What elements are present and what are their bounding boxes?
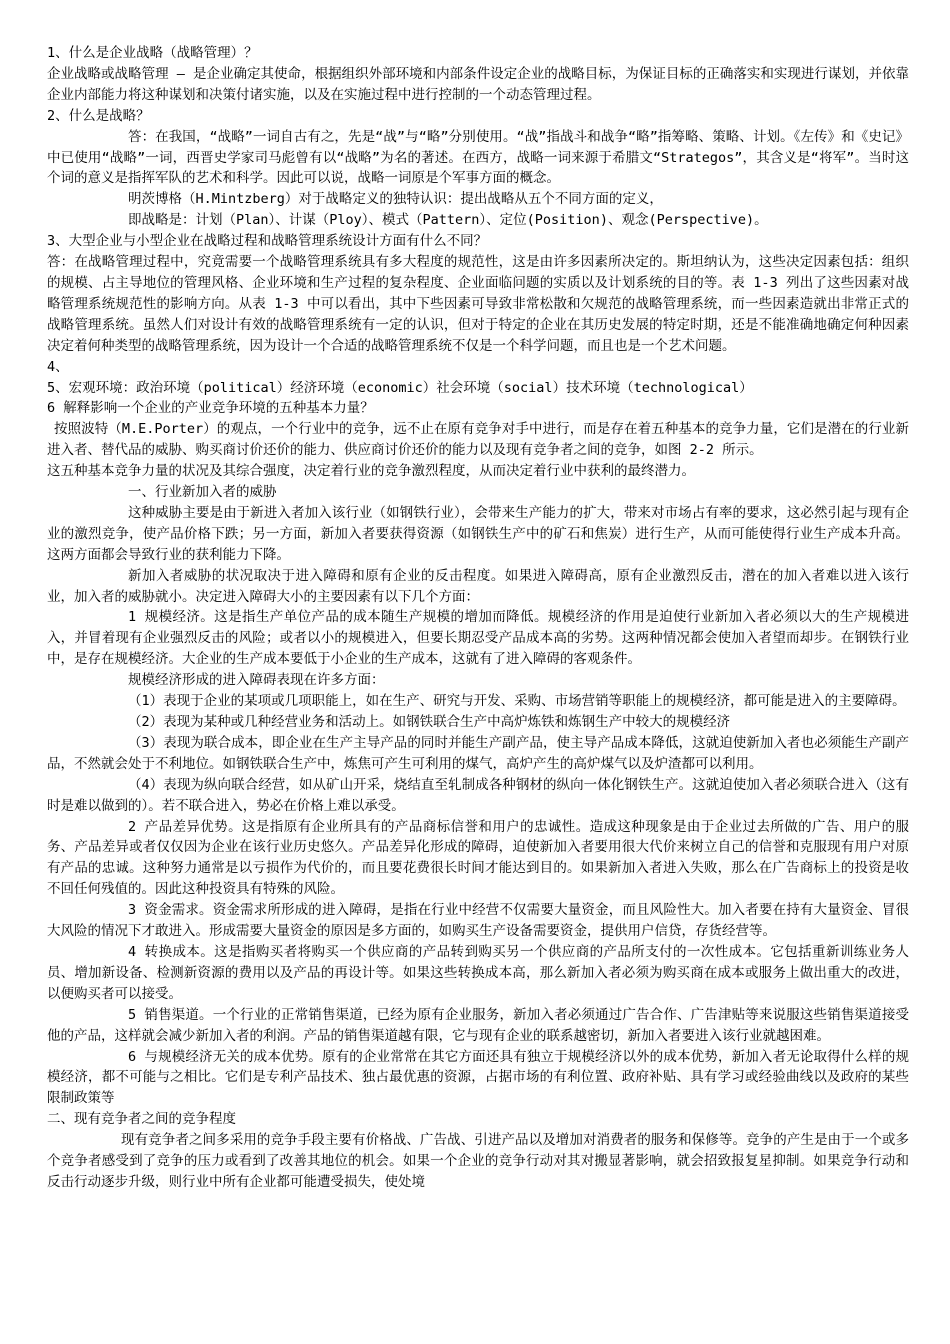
document-body [47, 43, 909, 1193]
scale-barrier-item-3: （3）表现为联合成本，即企业在生产主导产品的同时并能生产副产品，使主导产品成本降低，这就迫使新加入者也必须能生产副产品，不然就会处于不利地位。如钢铁联合生产中，炼焦可产生可利用的煤气，高炉产生的高炉煤气以及炉渣都可以利用。 [47, 734, 909, 772]
cost-advantages-paragraph: 6 与规模经济无关的成本优势。原有的企业常常在其它方面还具有独立于规模经济以外的成本优势，新加入者无论取得什么样的规模经济，都不可能与之相比。它们是专利产品技术、独占最优惠的资源，占据市场的有利位置、政府补贴、具有学习或经验曲线以及政府的某些限制政策等 [47, 1048, 909, 1107]
five-forces-summary: 这五种基本竞争力量的状况及其综合强度，决定着行业的竞争激烈程度，从而决定着行业中获利的最终潜力。 [47, 463, 695, 480]
question-3-answer: 答：在战略管理过程中，究竟需要一个战略管理系统具有多大程度的规范性，这是由许多因素所决定的。斯坦纳认为，这些决定因素包括：组织的规模、占主导地位的管理风格、企业环境和生产过程的复杂程度、企业面临问题的实质以及计划系统的目的等。表 1-3 列出了这些因素对战略管理系统规范性的影响方向。从表 1-3 中可以看出，其中下些因素可导致非常松散和欠规范的战略管理系统，而一些因素造就出非常正式的战略管理系统。虽然人们对设计有效的战略管理系统有一定的认识，但对于特定的企业在其历史发展的特定时期，还是不能准确地确定何种因素决定着何种类型的战略管理系统，因为设计一个合适的战略管理系统不仅是一个科学问题，而且也是一个艺术问题。 [47, 254, 909, 354]
scale-barrier-item-1: （1）表现于企业的某项或几项职能上，如在生产、研究与开发、采购、市场营销等职能上的规模经济，都可能是进入的主要障碍。 [128, 693, 906, 710]
question-2-answer: 答：在我国，“战略”一词自古有之，先是“战”与“略”分别使用。“战”指战斗和战争“略”指筹略、策略、计划。《左传》和《史记》中已使用“战略”一词，西晋史学家司马彪曾有以“战略”为名的著述。在西方，战略一词来源于希腊文“Strategos”，其含义是“将军”。当时这个词的意义是指挥军队的艺术和科学。因此可以说，战略一词原是个军事方面的概念。 [47, 128, 909, 187]
five-ps-definition: 即战略是：计划（Plan）、计谋（Ploy）、模式（Pattern）、定位(Position)、观念(Perspective)。 [128, 212, 768, 229]
question-1-answer: 企业战略或战略管理 — 是企业确定其使命，根据组织外部环境和内部条件设定企业的战略目标，为保证目标的正确落实和实现进行谋划，并依靠企业内部能力将这种谋划和决策付诸实施，以及在实施过程中进行控制的一个动态管理过程。 [47, 65, 909, 103]
scale-barriers-intro: 规模经济形成的进入障碍表现在许多方面： [128, 672, 385, 689]
rivalry-paragraph: 现有竞争者之间多采用的竞争手段主要有价格战、广告战、引进产品以及增加对消费者的服务和保修等。竞争的产生是由于一个或多个竞争者感受到了竞争的压力或看到了改善其地位的机会。如果一个企业的竞争行动对其对搬显著影响，就会招致报复星抑制。如果竞争行动和反击行动逐步升级，则行业中所有企业都可能遭受损失，使处境 [47, 1132, 909, 1190]
question-3-heading: 3、大型企业与小型企业在战略过程和战略管理系统设计方面有什么不同？ [47, 233, 488, 250]
scale-barrier-item-2: （2）表现为某种或几种经营业务和活动上。如钢铁联合生产中高炉炼铁和炼钢生产中较大的规模经济 [128, 714, 731, 730]
economies-of-scale-paragraph: 1 规模经济。这是指生产单位产品的成本随生产规模的增加而降低。规模经济的作用是迫使行业新加入者必须以大的生产规模进入，并冒着现有企业强烈反击的风险；或者以小的规模进入，但要长期忍受产品成本高的劣势。这两种情况都会使加入者望而却步。在钢铁行业中，是存在规模经济。大企业的生产成本要低于小企业的生产成本，这就有了进入障碍的客观条件。 [47, 609, 909, 668]
entry-barriers-paragraph: 新加入者威胁的状况取决于进入障碍和原有企业的反击程度。如果进入障碍高，原有企业激烈反击，潜在的加入者难以进入该行业，加入者的威胁就小。决定进入障碍大小的主要因素有以下几个方面： [47, 567, 909, 605]
mintzberg-definition: 明茨博格（H.Mintzberg）对于战略定义的独特认识：提出战略从五个不同方面的定义， [128, 191, 663, 208]
question-5-macro-environment: 5、宏观环境：政治环境（political）经济环境（economic）社会环境（social）技术环境（technological） [47, 379, 753, 396]
new-entrants-threat-paragraph: 这种威胁主要是由于新进入者加入该行业（如钢铁行业），会带来生产能力的扩大，带来对市场占有率的要求，这必然引起与现有企业的激烈竞争，使产品价格下跌；另一方面，新加入者要获得资源（如钢铁生产中的矿石和焦炭）进行生产，从而可能使得行业生产成本升高。这两方面都会导致行业的获利能力下降。 [47, 504, 909, 563]
distribution-channels-paragraph: 5 销售渠道。一个行业的正常销售渠道，已经为原有企业服务，新加入者必须通过广告合作、广告津贴等来说服这些销售渠道接受他的产品，这样就会减少新加入者的利润。产品的销售渠道越有限，它与现有企业的联系越密切，新加入者要进入该行业就越困难。 [47, 1006, 909, 1044]
question-1-heading: 1、什么是企业战略（战略管理）？ [47, 45, 258, 61]
section-new-entrants-heading: 一、行业新加入者的威胁 [128, 484, 277, 501]
question-6-heading: 6 解释影响一个企业的产业竞争环境的五种基本力量？ [47, 400, 374, 417]
switching-costs-paragraph: 4 转换成本。这是指购买者将购买一个供应商的产品转到购买另一个供应商的产品所支付的一次性成本。它包括重新训练业务人员、增加新设备、检测新资源的费用以及产品的再设计等。如果这些转换成本高，那么新加入者必须为购买商在成本或服务上做出重大的改进，以便购买者可以接受。 [47, 943, 909, 1002]
product-differentiation-paragraph: 2 产品差异优势。这是指原有企业所具有的产品商标信誉和用户的忠诚性。造成这种现象是由于企业过去所做的广告、用户的服务、产品差异或者仅仅因为企业在该行业历史悠久。产品差异化形成的障碍，迫使新加入者要用很大代价来树立自己的信誉和克服现有用户对原有产品的忠诚。这种努力通常是以亏损作为代价的，而且要花费很长时间才能达到目的。如果新加入者进入失败，那么在广告商标上的投资是收不回任何残值的。因此这种投资具有特殊的风险。 [47, 818, 909, 898]
section-rivalry-heading: 二、现有竞争者之间的竞争程度 [47, 1111, 236, 1128]
question-4-heading: 4、 [47, 358, 69, 375]
question-2-heading: 2、什么是战略？ [47, 107, 150, 124]
capital-requirements-paragraph: 3 资金需求。资金需求所形成的进入障碍，是指在行业中经营不仅需要大量资金，而且风险性大。加入者要在持有大量资金、冒很大风险的情况下才敢进入。形成需要大量资金的原因是多方面的，如购买生产设备需要资金，提供用户信贷，存货经营等。 [47, 902, 909, 940]
scale-barrier-item-4: （4）表现为纵向联合经营，如从矿山开采，烧结直至轧制成各种钢材的纵向一体化钢铁生产。这就迫使加入者必须联合进入（这有时是难以做到的）。若不联合进入，势必在价格上难以承受。 [47, 776, 909, 814]
porter-five-forces-intro: 按照波特（M.E.Porter）的观点，一个行业中的竞争，远不止在原有竞争对手中进行，而是存在着五种基本的竞争力量，它们是潜在的行业新进入者、替代品的威胁、购买商讨价还价的能力、供应商讨价还价的能力以及现有竞争者之间的竞争，如图 2-2 所示。 [47, 421, 909, 459]
